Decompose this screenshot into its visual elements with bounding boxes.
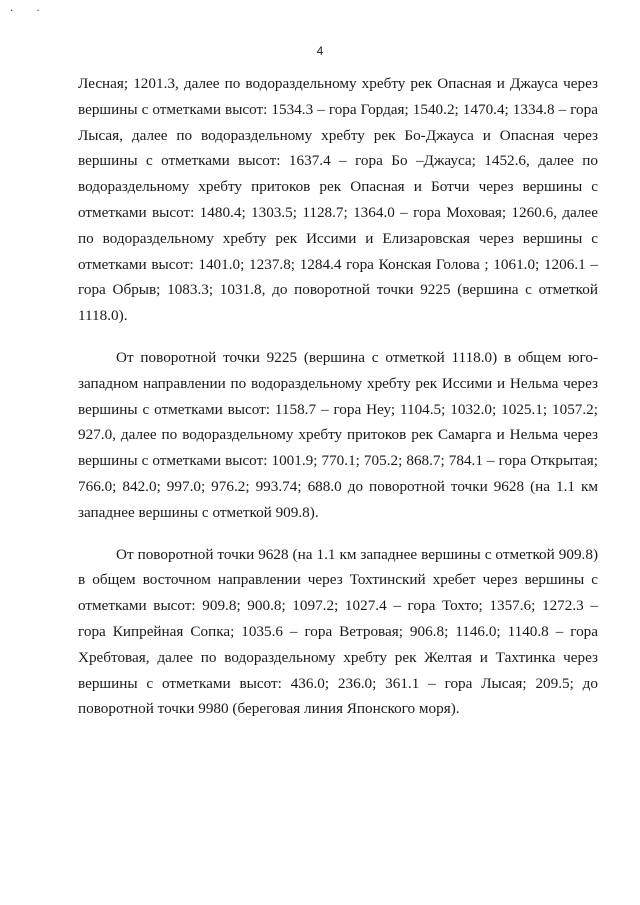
paragraph-2: От поворотной точки 9225 (вершина с отметкой 1118.0) в общем юго-западном направлении по водораздельному хребту рек Иссими и Нельма через вершины с отметками высот: 1158.7 – гора Неу; 1104.5; 1032.0; 1025.1; 1057.2; 927.0, далее по водораздельному хребту притоков рек Самарга и Нельма через вершины с отметками высот: 1001.9; 770.1; 705.2; 868.7; 784.1 – гора Открытая; 766.0; 842.0; 997.0; 976.2; 993.74; 688.0 до поворотной точки 9628 (на 1.1 км западнее вершины с отметкой 909.8). (78, 348, 598, 521)
scan-corner-marks: · · (10, 6, 50, 17)
document-body (78, 71, 598, 722)
paragraph-3: От поворотной точки 9628 (на 1.1 км западнее вершины с отметкой 909.8) в общем восточном направлении через Тохтинский хребет через вершины с отметками высот: 909.8; 900.8; 1097.2; 1027.4 – гора Тохто; 1357.6; 1272.3 – гора Кипрейная Сопка; 1035.6 – гора Ветровая; 906.8; 1146.0; 1140.8 – гора Хребтовая, далее по водораздельному хребту рек Желтая и Тахтинка через вершины с отметками высот: 436.0; 236.0; 361.1 – гора Лысая; 209.5; до поворотной точки 9980 (береговая линия Японского моря). (78, 545, 598, 718)
paragraph-1: Лесная; 1201.3, далее по водораздельному хребту рек Опасная и Джауса через вершины с отметками высот: 1534.3 – гора Гордая; 1540.2; 1470.4; 1334.8 – гора Лысая, далее по водораздельному хребту рек Бо-Джауса и Опасная через вершины с отметками высот: 1637.4 – гора Бо –Джауса; 1452.6, далее по водораздельному хребту притоков рек Опасная и Ботчи через вершины с отметками высот: 1480.4; 1303.5; 1128.7; 1364.0 – гора Моховая; 1260.6, далее по водораздельному хребту рек Иссими и Елизаровская через вершины с отметками высот: 1401.0; 1237.8; 1284.4 гора Конская Голова ; 1061.0; 1206.1 – гора Обрыв; 1083.3; 1031.8, до поворотной точки 9225 (вершина с отметкой 1118.0). (78, 75, 598, 325)
page-number: 4 (316, 44, 324, 58)
